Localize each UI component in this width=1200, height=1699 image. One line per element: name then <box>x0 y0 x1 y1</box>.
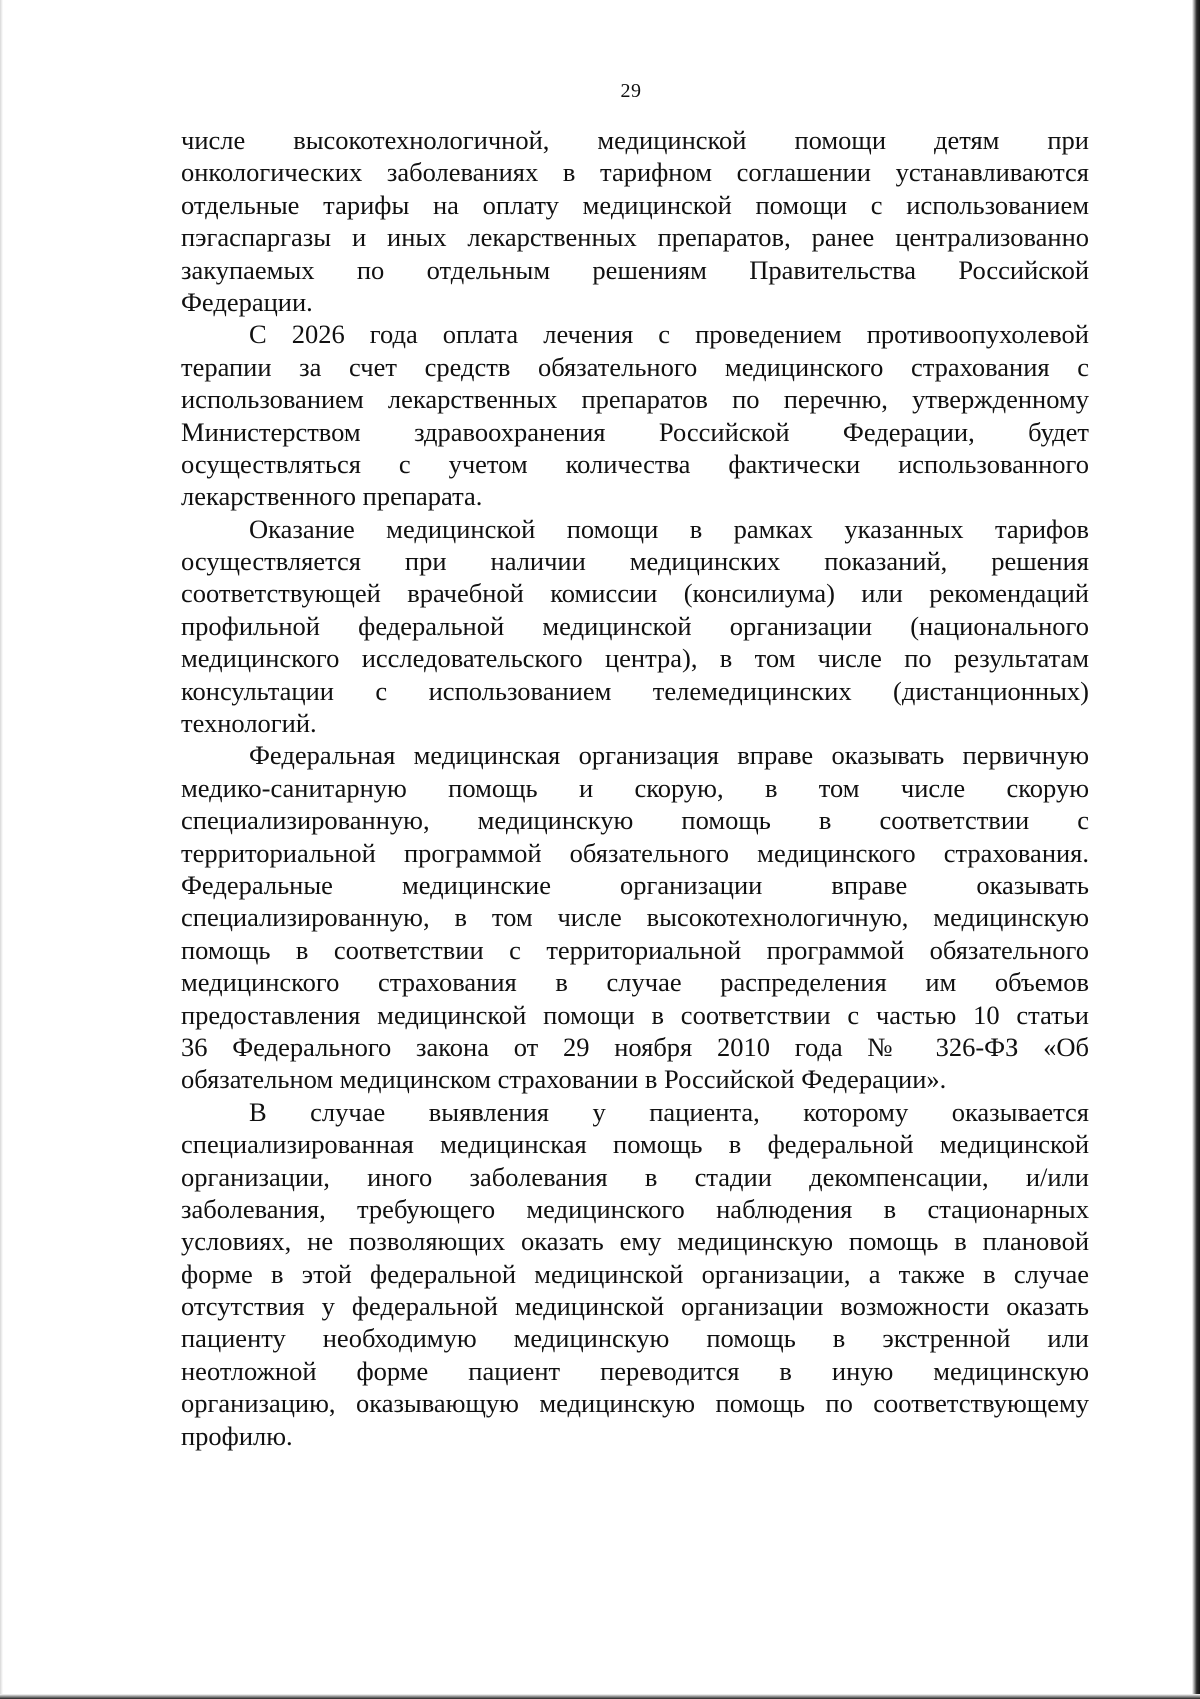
text-line: 36 Федерального закона от 29 ноября 2010 года № 326-ФЗ «Об <box>181 1031 1089 1062</box>
text-line: С 2026 года оплата лечения с проведением противоопухолевой <box>249 319 1089 350</box>
text-line: соответствующей врачебной комиссии (консилиума) или рекомендаций <box>181 578 1089 609</box>
text-line: отдельные тарифы на оплату медицинской помощи с использованием <box>181 189 1089 220</box>
scan-bottom-edge <box>0 1694 1200 1699</box>
text-line: обязательном медицинском страховании в Российской Федерации». <box>181 1064 947 1095</box>
text-line: онкологических заболеваниях в тарифном соглашении устанавливаются <box>181 157 1089 188</box>
text-line: профильной федеральной медицинской организации (национального <box>181 610 1089 641</box>
text-line: Министерством здравоохранения Российской Федерации, будет <box>181 416 1089 447</box>
text-line: Федерации. <box>181 286 313 317</box>
text-line: организации, иного заболевания в стадии декомпенсации, и/или <box>181 1161 1089 1192</box>
text-line: В случае выявления у пациента, которому оказывается <box>249 1096 1089 1127</box>
text-line: организацию, оказывающую медицинскую помощь по соответствующему <box>181 1388 1089 1419</box>
text-line: неотложной форме пациент переводится в иную медицинскую <box>181 1355 1089 1386</box>
text-line: терапии за счет средств обязательного медицинского страхования с <box>181 351 1089 382</box>
document-body <box>181 124 1089 1452</box>
scan-left-edge <box>0 0 3 1699</box>
text-line: использованием лекарственных препаратов по перечню, утвержденному <box>181 384 1089 415</box>
text-line: пэгаспаргазы и иных лекарственных препаратов, ранее централизованно <box>181 222 1089 253</box>
text-line: Федеральные медицинские организации вправе оказывать <box>181 869 1089 900</box>
text-line: форме в этой федеральной медицинской организации, а также в случае <box>181 1258 1089 1289</box>
text-line: условиях, не позволяющих оказать ему медицинскую помощь в плановой <box>181 1226 1089 1257</box>
text-line: предоставления медицинской помощи в соответствии с частью 10 статьи <box>181 999 1089 1030</box>
text-line: Оказание медицинской помощи в рамках указанных тарифов <box>249 513 1089 544</box>
paragraph-3 <box>181 513 1089 740</box>
text-line: территориальной программой обязательного медицинского страхования. <box>181 837 1089 868</box>
text-line: пациенту необходимую медицинскую помощь в экстренной или <box>181 1323 1089 1354</box>
text-line: помощь в соответствии с территориальной программой обязательного <box>181 934 1089 965</box>
text-line: консультации с использованием телемедицинских (дистанционных) <box>181 675 1089 706</box>
paragraph-4 <box>181 739 1089 1095</box>
text-line: медицинского страхования в случае распределения им объемов <box>181 967 1089 998</box>
scan-right-edge <box>1192 0 1200 1699</box>
text-line: закупаемых по отдельным решениям Правительства Российской <box>181 254 1089 285</box>
text-line: заболевания, требующего медицинского наблюдения в стационарных <box>181 1193 1089 1224</box>
paragraph-2 <box>181 318 1089 512</box>
text-line: Федеральная медицинская организация вправе оказывать первичную <box>249 740 1089 771</box>
text-line: числе высокотехнологичной, медицинской помощи детям при <box>181 125 1089 155</box>
text-line: медицинского исследовательского центра), в том числе по результатам <box>181 643 1089 674</box>
text-line: отсутствия у федеральной медицинской организации возможности оказать <box>181 1291 1089 1322</box>
page-number: 29 <box>620 80 642 102</box>
text-line: лекарственного препарата. <box>181 481 483 512</box>
text-line: технологий. <box>181 708 317 739</box>
text-line: специализированную, медицинскую помощь в соответствии с <box>181 805 1089 836</box>
text-line: профилю. <box>181 1420 293 1451</box>
text-line: медико-санитарную помощь и скорую, в том числе скорую <box>181 772 1089 803</box>
text-line: специализированная медицинская помощь в федеральной медицинской <box>181 1129 1089 1160</box>
text-line: осуществляться с учетом количества фактически использованного <box>181 448 1089 479</box>
text-line: специализированную, в том числе высокотехнологичную, медицинскую <box>181 902 1089 933</box>
paragraph-5 <box>181 1096 1089 1452</box>
paragraph-1 <box>181 124 1089 318</box>
text-line: осуществляется при наличии медицинских показаний, решения <box>181 546 1089 577</box>
